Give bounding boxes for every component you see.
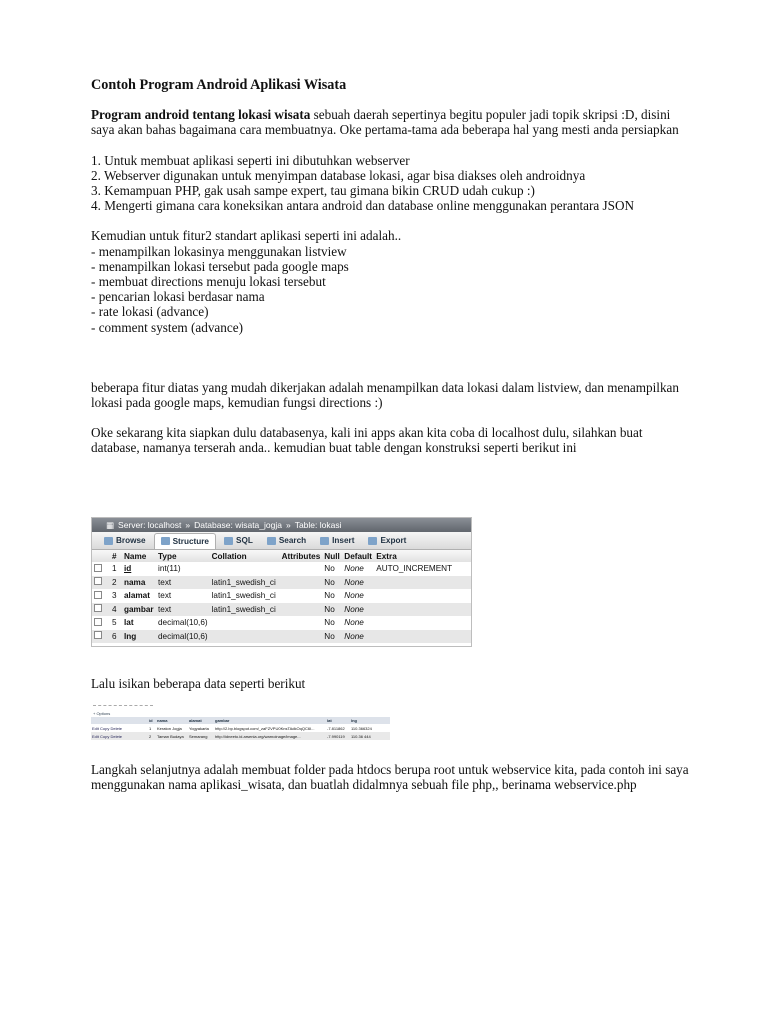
feature-item: - comment system (advance) [91,319,243,335]
tab-bar [92,532,471,550]
export-icon [368,537,377,545]
browse-icon [104,537,113,545]
easy-features-paragraph: beberapa fitur diatas yang mudah dikerjakan adalah menampilkan data lokasi dalam listview, dan menampilkan lokasi pada google maps, kemudian fungsi directions :) [91,379,679,411]
table-row: 2 nama text latin1_swedish_ci No None [92,576,471,590]
data-rows-screenshot [91,705,390,743]
intro-paragraph [91,107,691,137]
feature-item: - menampilkan lokasinya menggunakan listview [91,243,347,259]
header-lat: lat [326,717,350,724]
intro-rest: sebuah daerah sepertinya begitu populer jadi topik skripsi :D, disini saya akan bahas bagaimana cara membuatnya. Oke pertama-tama ada beberapa hal yang mesti anda persiapkan [91,107,679,138]
feature-item: - rate lokasi (advance) [91,304,209,320]
header-nama: nama [156,717,188,724]
prep-item: 2. Webserver digunakan untuk menyimpan database lokasi, agar bisa diakses oleh androidnya [91,167,586,183]
page-title: Contoh Program Android Aplikasi Wisata [91,77,347,93]
header-default: Default [342,550,374,562]
server-icon: ▦ [106,519,115,530]
prep-item: 1. Untuk membuat aplikasi seperti ini dibutuhkan webserver [91,152,410,168]
row-checkbox [94,604,102,612]
breadcrumb-database: Database: wisata_jogja [194,520,282,530]
row-checkbox [94,618,102,626]
tab-search: Search [261,533,312,548]
table-structure-screenshot [91,517,472,647]
row-checkbox [94,564,102,572]
breadcrumb-server: Server: localhost [118,520,182,530]
insert-icon [320,537,329,545]
tab-browse: Browse [98,533,152,548]
header-null: Null [322,550,342,562]
prep-item: 4. Mengerti gimana cara koneksikan antara android dan database online menggunakan perantara JSON [91,198,635,214]
breadcrumb: ▦ Server: localhost » Database: wisata_jogja » Table: lokasi [92,518,471,532]
header-gambar: gambar [214,717,326,724]
tab-structure: Structure [154,533,216,549]
breadcrumb-table: Table: lokasi [294,520,342,530]
header-id: id [148,717,156,724]
options-link: + Options [93,710,111,716]
search-icon [267,537,276,545]
table-row: Edit Copy Delete 1 Keraton Jogja Yogyakarta http://2.bp.blogspot.com/_zaFZVPU0KnsTAdkOqQC6I... -7.811862 110.366324 [91,724,390,732]
intro-bold: Program android tentang lokasi wisata [91,107,311,123]
table-row: 1 id int(11) No None AUTO_INCREMENT [92,562,471,576]
tab-export: Export [362,533,412,548]
feature-item: - menampilkan lokasi tersebut pada google maps [91,258,349,274]
document-body [91,78,691,456]
structure-icon [161,537,170,545]
header-collation: Collation [210,550,280,562]
header-num: # [110,550,122,562]
database-paragraph: Oke sekarang kita siapkan dulu databasenya, kali ini apps akan kita coba di localhost dulu, silahkan buat database, namanya terserah anda.. kemudian buat table dengan konstruksi seperti berikut ini [91,425,643,456]
fill-data-paragraph: Lalu isikan beberapa data seperti berikut [91,676,306,691]
tab-insert: Insert [314,533,360,548]
header-extra: Extra [374,550,471,562]
header-name: Name [122,550,156,562]
table-row: 5 lat decimal(10,6) No None [92,616,471,630]
table-row: Edit Copy Delete 2 Taman Budaya Semarang http://idneeto.id.arsenia.org/warnoinage/image... -7.990119 110.36 444 [91,732,390,740]
feature-item: - membuat directions menuju lokasi tersebut [91,274,326,290]
data-table [91,717,390,740]
header-attributes: Attributes [281,551,321,561]
table-row: 6 lng decimal(10,6) No None [92,630,471,644]
structure-table [92,550,471,643]
next-step-paragraph: Langkah selanjutnya adalah membuat folder pada htdocs berupa root untuk webservice kita, pada contoh ini saya menggunakan nama aplikasi_wisata, dan buatlah didalmnya sebuah file php,, berinama webservice.php [91,762,689,793]
row-checkbox [94,591,102,599]
header-type: Type [156,550,210,562]
feature-item: - pencarian lokasi berdasar nama [91,289,265,305]
header-alamat: alamat [188,717,214,724]
features-intro: Kemudian untuk fitur2 standart aplikasi seperti ini adalah.. [91,228,402,244]
prep-item: 3. Kemampuan PHP, gak usah sampe expert, tau gimana bikin CRUD udah cukup :) [91,183,535,199]
tab-sql: SQL [218,533,259,548]
row-checkbox [94,577,102,585]
table-row: 4 gambar text latin1_swedish_ci No None [92,603,471,617]
sql-icon [224,537,233,545]
row-checkbox [94,631,102,639]
table-row: 3 alamat text latin1_swedish_ci No None [92,589,471,603]
header-lng: lng [350,717,390,724]
